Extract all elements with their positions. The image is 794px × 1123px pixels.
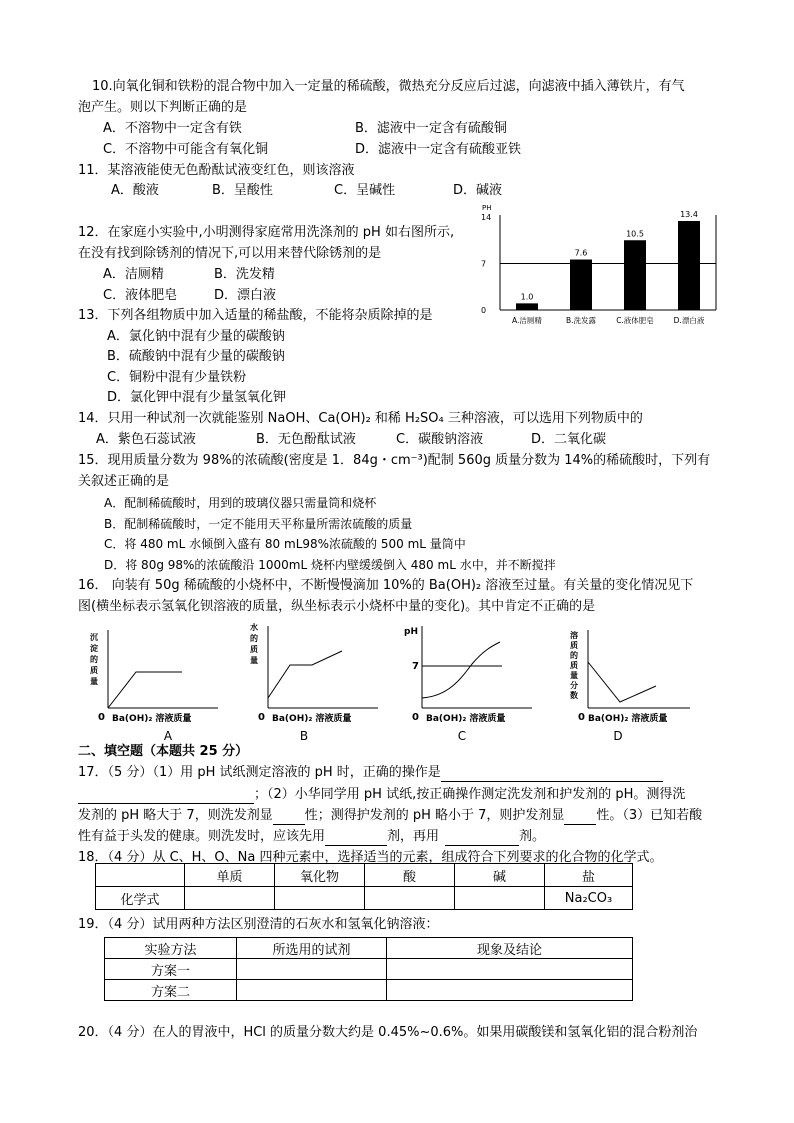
chart-category-label: A.洁厕精: [512, 316, 542, 325]
q14-stem: 14．只用一种试剂一次就能鉴别 NaOH、Ca(OH)₂ 和稀 H₂SO₄ 三种溶液，可以选用下列物质中的: [78, 411, 643, 426]
q10-stem-line2: 泡产生。则以下判断正确的是: [78, 100, 248, 115]
chart-value-label: 10.5: [626, 229, 644, 239]
q12-option-a: A．洁厕精: [103, 267, 164, 282]
graph-b-ylabel-3: 质: [250, 645, 258, 654]
q19-header-cell: 实验方法: [105, 938, 237, 959]
graph-a-ylabel-2: 淀: [90, 644, 98, 653]
graph-a-xlabel: Ba(OH)₂ 溶液质量: [112, 714, 192, 724]
q19-header-row: [105, 938, 633, 959]
q18-header-cell: 碱: [455, 864, 545, 887]
chart-bar: [624, 240, 646, 310]
chart-y-label: PH: [482, 204, 492, 212]
q17-blank-1-cont[interactable]: [78, 789, 254, 804]
graph-a-ylabel-3: 的: [90, 655, 98, 664]
q10-stem-line1: 10.向氧化铜和铁粉的混合物中加入一定量的稀硫酸，微热充分反应后过滤，向滤液中插入薄铁片，有气: [92, 79, 685, 94]
q16-graph-a: [84, 620, 234, 744]
q13-option-d: D．氯化钾中混有少量氢氧化钾: [107, 390, 287, 405]
q12-stem-line1: 12．在家庭小实验中,小明测得家庭常用洗涤剂的 pH 如右图所示,: [78, 225, 455, 240]
graph-a-origin: 0: [98, 712, 105, 723]
q15-option-b: B．配制稀硫酸时，一定不能用天平称量所需浓硫酸的质量: [104, 517, 413, 531]
q17-blank-4[interactable]: [325, 831, 387, 846]
chart-value-label: 13.4: [680, 209, 698, 219]
chart-category-label: D.漂白液: [673, 316, 705, 325]
q18-stem: 18．（4 分）从 C、H、O、Na 四种元素中，选择适当的元素，组成符合下列要求的化合物的化学式。: [78, 850, 663, 865]
q17-line3c: 性。（3）已知若酸: [596, 808, 703, 823]
q19-answer-cell[interactable]: [237, 959, 387, 980]
q16-stem-line1: 16． 向装有 50g 稀硫酸的小烧杯中，不断慢慢滴加 10%的 Ba(OH)₂ 溶液至过量。有关量的变化情况见下: [78, 578, 694, 593]
q10-option-a: A．不溶物中一定含有铁: [103, 121, 242, 136]
graph-d-ylabel-4: 质: [570, 661, 578, 670]
q19-header-cell: 现象及结论: [387, 938, 633, 959]
q17-blank-2[interactable]: [273, 810, 305, 825]
q14-option-d: D．二氧化碳: [531, 432, 607, 447]
q11-option-d: D．碱液: [453, 183, 503, 198]
chart-category-label: C.液体肥皂: [616, 316, 654, 325]
ph-bar-chart: [476, 200, 736, 332]
q17-line4c: 剂。: [519, 829, 546, 844]
q12-option-b: B．洗发精: [214, 267, 275, 282]
graph-d-letter: D: [613, 729, 623, 743]
q18-answer-cell[interactable]: [275, 887, 365, 910]
q17-blank-5[interactable]: [445, 831, 519, 846]
section-2-title: 二、填空题（本题共 25 分）: [78, 744, 249, 759]
q19-row: [105, 959, 633, 980]
graph-b-curve: [268, 651, 342, 698]
q18-header-cell: 酸: [365, 864, 455, 887]
q12-stem-line2: 在没有找到除锈剂的情况下,可以用来替代除锈剂的是: [78, 246, 382, 261]
q15-option-d: D．将 80g 98%的浓硫酸沿 1000mL 烧杯内壁缓缓倒入 480 mL 水中，并不断搅拌: [104, 558, 556, 572]
graph-b-origin: 0: [258, 712, 265, 723]
q18-answer-cell[interactable]: [185, 887, 275, 910]
graph-d-origin: 0: [578, 712, 585, 723]
q19-stem: 19．（4 分）试用两种方法区别澄清的石灰水和氢氧化钠溶液：: [78, 917, 439, 932]
q19-row: [105, 980, 633, 1001]
q17-line1: [78, 764, 663, 782]
q17-line2-text: ；（2）小华同学用 pH 试纸,按正确操作测定洗发剂和护发剂的 pH。测得洗: [254, 787, 686, 802]
q18-header-cell: [96, 864, 185, 887]
chart-category-label: B.洗发露: [565, 316, 597, 325]
q17-line4b: 剂，再用: [387, 829, 440, 844]
q18-answer-cell[interactable]: [455, 887, 545, 910]
q18-answer-row: [96, 887, 633, 910]
q18-answer-cell[interactable]: [365, 887, 455, 910]
graph-c-xlabel: Ba(OH)₂ 溶液质量: [426, 714, 506, 724]
q10-option-c: C．不溶物中可能含有氧化铜: [103, 142, 269, 157]
q20-stem: 20．（4 分）在人的胃液中，HCl 的质量分数大约是 0.45%~0.6%。如果用碳酸镁和氢氧化铝的混合粉剂治: [78, 1025, 698, 1040]
graph-d-ylabel-5: 量: [570, 671, 578, 680]
q17-blank-1[interactable]: [441, 767, 663, 782]
q16-graph-b: [244, 620, 394, 744]
q11-option-a: A．酸液: [111, 183, 159, 198]
q18-header-row: [96, 864, 633, 887]
q14-option-b: B．无色酚酞试液: [256, 432, 356, 447]
q15-stem-line1: 15．现用质量分数为 98%的浓硫酸(密度是 1．84g・cm⁻³)配制 560g 质量分数为 14%的稀硫酸时，下列有: [78, 453, 711, 468]
graph-b-ylabel-4: 量: [250, 656, 258, 665]
q13-option-a: A．氯化钠中混有少量的碳酸钠: [107, 329, 285, 344]
q19-answer-cell[interactable]: [387, 959, 633, 980]
chart-bar: [678, 221, 700, 310]
q17-line3a: 发剂的 pH 略大于 7，则洗发剂显: [78, 808, 273, 823]
q19-row-label: 方案二: [105, 980, 237, 1001]
q11-stem: 11．某溶液能使无色酚酞试液变红色，则该溶液: [78, 163, 355, 178]
q14-option-a: A．紫色石蕊试液: [96, 432, 196, 447]
graph-c-mark-7: 7: [412, 661, 419, 672]
q13-stem: 13．下列各组物质中加入适量的稀盐酸，不能将杂质除掉的是: [78, 308, 433, 323]
q18-row-label: 化学式: [96, 887, 185, 910]
chart-y-tick-label: 0: [481, 306, 487, 315]
q13-option-c: C．铜粉中混有少量铁粉: [107, 370, 247, 385]
graph-b-ylabel-2: 的: [250, 634, 258, 643]
q19-row-label: 方案一: [105, 959, 237, 980]
q19-table: [104, 937, 633, 1001]
q17-line4: [78, 828, 545, 846]
q16-graph-c: [398, 620, 548, 744]
chart-value-label: 7.6: [574, 248, 588, 258]
graph-d-xlabel: Ba(OH)₂ 溶液质量: [588, 714, 668, 724]
q15-stem-line2: 关叙述正确的是: [78, 474, 170, 489]
chart-value-label: 1.0: [520, 292, 534, 302]
q18-header-cell: 单质: [185, 864, 275, 887]
q11-option-b: B．呈酸性: [212, 183, 273, 198]
q11-option-c: C．呈碱性: [334, 183, 396, 198]
q13-option-b: B．硫酸钠中混有少量的碳酸钠: [107, 349, 285, 364]
q18-answer-cell: Na₂CO₃: [545, 887, 633, 910]
q19-answer-cell[interactable]: [387, 980, 633, 1001]
graph-d-ylabel-7: 数: [570, 691, 578, 700]
graph-c-ylabel: pH: [404, 627, 418, 637]
q12-option-c: C．液体肥皂: [103, 288, 178, 303]
graph-c-letter: C: [457, 729, 467, 743]
q10-option-d: D．滤液中一定含有硫酸亚铁: [355, 142, 522, 157]
q19-answer-cell[interactable]: [237, 980, 387, 1001]
q14-option-c: C．碳酸钠溶液: [396, 432, 484, 447]
graph-a-ylabel-1: 沉: [90, 633, 98, 642]
q16-graph-d: [570, 620, 720, 744]
q17-blank-3[interactable]: [564, 810, 596, 825]
q16-stem-line2: 图(横坐标表示氢氧化钡溶液的质量，纵坐标表示小烧杯中量的变化)。其中肯定不正确的是: [78, 599, 596, 614]
graph-c-origin: 0: [412, 712, 419, 723]
graph-a-letter: A: [163, 729, 173, 743]
q18-table: [95, 863, 633, 910]
graph-d-ylabel-3: 的: [570, 651, 578, 660]
graph-d-curve: [588, 662, 656, 702]
chart-y-tick-label: 7: [481, 259, 487, 269]
q19-header-cell: 所选用的试剂: [237, 938, 387, 959]
graph-d-ylabel-2: 质: [570, 641, 578, 650]
graph-b-xlabel: Ba(OH)₂ 溶液质量: [272, 714, 352, 724]
q18-header-cell: 氧化物: [275, 864, 365, 887]
graph-a-curve: [108, 672, 182, 708]
graph-d-ylabel-6: 分: [570, 681, 578, 690]
chart-bar: [516, 303, 538, 310]
q10-option-b: B．滤液中一定含有硫酸铜: [355, 121, 507, 136]
q17-line4a: 性有益于头发的健康。则洗发时，应该先用: [78, 829, 326, 844]
graph-c-curve: [422, 642, 500, 698]
q15-option-a: A．配制稀硫酸时，用到的玻璃仪器只需量筒和烧杯: [104, 496, 377, 510]
graph-b-letter: B: [299, 729, 309, 743]
q17-line3: [78, 807, 702, 825]
q17-line1-text: 17．（5 分）（1）用 pH 试纸测定溶液的 pH 时，正确的操作是: [78, 765, 441, 780]
q15-option-c: C．将 480 mL 水倾倒入盛有 80 mL98%浓硫酸的 500 mL 量筒中: [104, 537, 466, 551]
q12-option-d: D．漂白液: [214, 288, 277, 303]
q17-line2: [78, 786, 685, 804]
chart-y-tick-label: 14: [481, 213, 492, 222]
chart-bar: [570, 260, 592, 310]
graph-b-ylabel-1: 水: [250, 623, 258, 632]
graph-a-ylabel-5: 量: [90, 677, 98, 686]
graph-a-ylabel-4: 质: [90, 666, 98, 675]
q17-line3b: 性；测得护发剂的 pH 略小于 7，则护发剂显: [304, 808, 565, 823]
graph-d-ylabel-1: 溶: [570, 631, 578, 640]
q18-header-cell: 盐: [545, 864, 633, 887]
